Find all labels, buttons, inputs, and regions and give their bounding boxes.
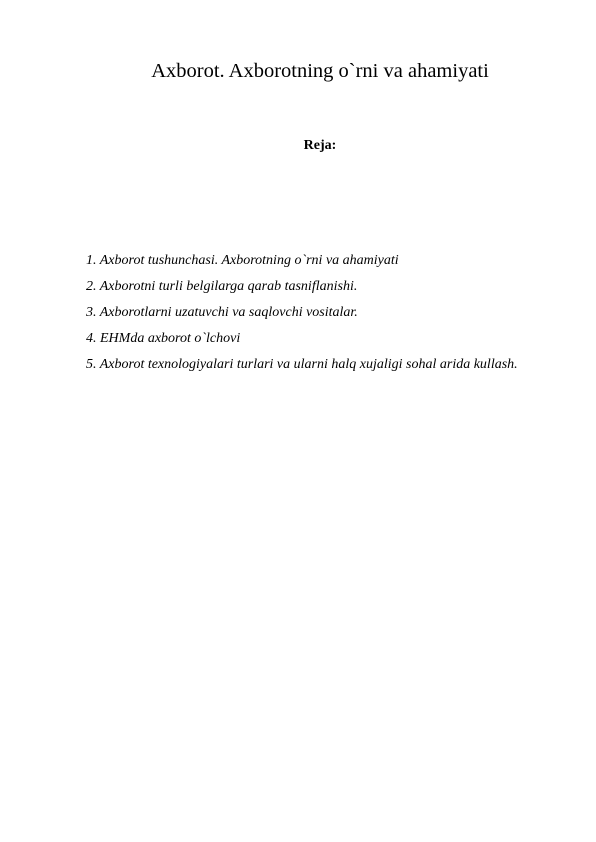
plan-item: 1. Axborot tushunchasi. Axborotning o`rni va ahamiyati — [86, 253, 399, 268]
document-title: Axborot. Axborotning o`rni va ahamiyati — [151, 60, 489, 82]
plan-item: 2. Axborotni turli belgilarga qarab tasniflanishi. — [86, 279, 358, 294]
plan-heading: Reja: — [303, 138, 337, 153]
plan-item: 3. Axborotlarni uzatuvchi va saqlovchi vositalar. — [86, 305, 358, 320]
plan-item: 5. Axborot texnologiyalari turlari va ularni halq xujaligi sohal arida kullash. — [86, 357, 518, 372]
plan-item: 4. EHMda axborot o`lchovi — [86, 331, 241, 346]
plan-list — [86, 248, 536, 378]
